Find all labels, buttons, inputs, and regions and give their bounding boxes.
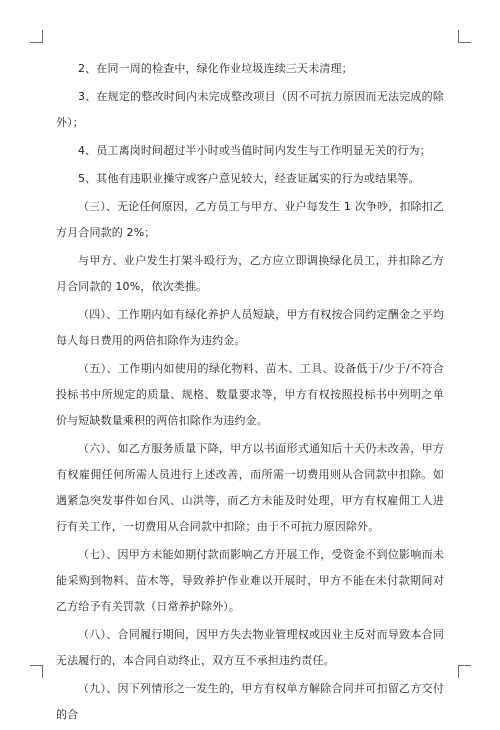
paragraph: （九）、因下列情形之一发生的，甲方有权单方解除合同并可扣留乙方交付的合 xyxy=(56,682,444,721)
paragraph: （三）、无论任何原因，乙方员工与甲方、业户每发生 1 次争吵，扣除扣乙方月合同款的 2%； xyxy=(56,200,444,239)
paragraph: （七）、因甲方未能如期付款而影响乙方开展工作，受资金不到位影响而未能采购到物料、苗木等，导致养护作业难以开展时，甲方不能在未付款期间对乙方给予有关罚款（日常养护除外）。 xyxy=(56,548,444,613)
paragraph: 5、其他有违职业操守或客户意见较大，经查证属实的行为或结果等。 xyxy=(78,172,420,185)
crop-mark-bottom-left xyxy=(30,665,43,678)
crop-mark-bottom-right xyxy=(458,665,471,678)
paragraph: 与甲方、业户发生打架斗殴行为，乙方应立即调换绿化员工，并扣除乙方月合同款的 10%，依次类推。 xyxy=(56,254,444,293)
paragraph: （四）、工作期内如有绿化养护人员短缺，甲方有权按合同约定酬金之平均每人每日费用的两倍扣除作为违约金。 xyxy=(56,308,444,347)
paragraph: （五）、工作期内如使用的绿化物料、苗木、工具、设备低于/少于/不符合投标书中所规定的质量、规格、数量要求等，甲方有权按照投标书中列明之单价与短缺数量乘积的两倍扣除作为违约金。 xyxy=(56,362,444,427)
paragraph: 2、在同一周的检查中，绿化作业垃圾连续三天未清理； xyxy=(78,62,353,75)
paragraph: 4、员工离岗时间超过半小时或当值时间内发生与工作明显无关的行为； xyxy=(78,144,431,157)
paragraph: （八）、合同履行期间，因甲方失去物业管理权或因业主反对而导致本合同无法履行的，本合同自动终止，双方互不承担违约责任。 xyxy=(56,628,444,667)
document-body xyxy=(56,56,444,730)
paragraph: 3、在规定的整改时间内未完成整改项目（因不可抗力原因而无法完成的除外）； xyxy=(56,90,444,129)
paragraph: （六）、如乙方服务质量下降，甲方以书面形式通知后十天仍未改善，甲方有权雇佣任何所需人员进行上述改善，而所需一切费用则从合同款中扣除。如遇紧急突发事件如台风、山洪等，而乙方未能及时处理，甲方有权雇佣工人进行有关工作，一切费用从合同款中扣除；由于不可抗力原因除外。 xyxy=(56,442,444,533)
crop-mark-top-left xyxy=(30,30,43,43)
crop-mark-top-right xyxy=(458,30,471,43)
